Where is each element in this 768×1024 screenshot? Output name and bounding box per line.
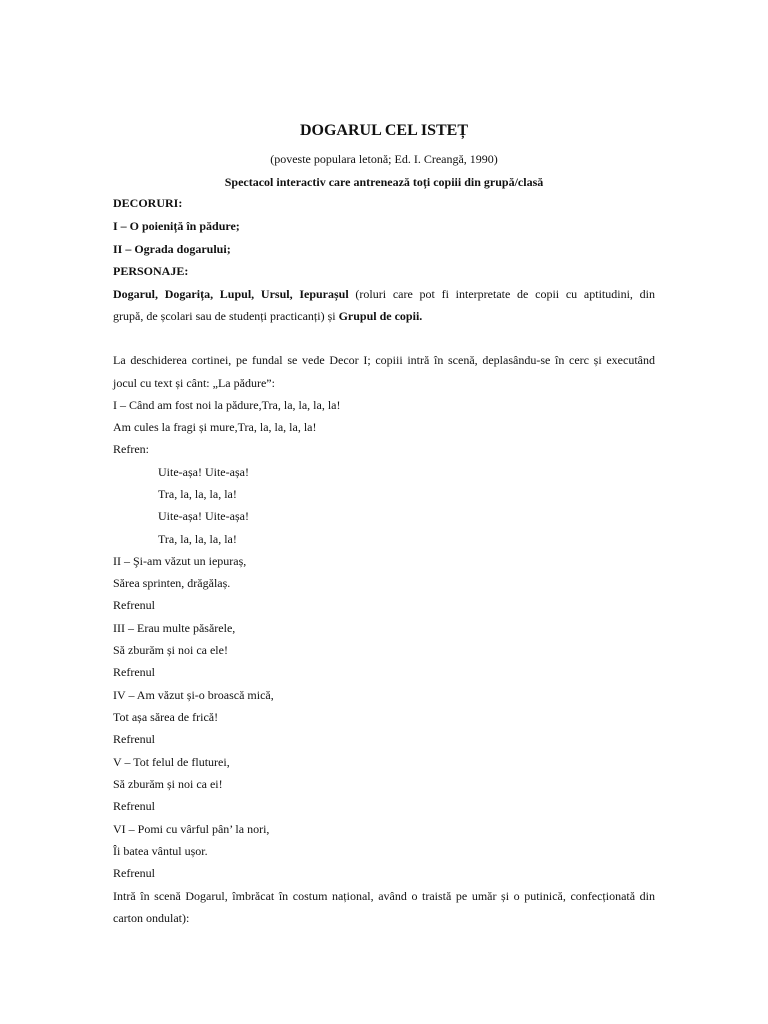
characters-line-2 [113, 309, 422, 323]
decor-item-1: I – O poieniță în pădure; [113, 219, 240, 233]
intro-line-1: La deschiderea cortinei, pe fundal se vede Decor I; copiii intră în scenă, deplasându-se în cerc și executând [113, 353, 655, 367]
verse-4a: IV – Am văzut și-o broască mică, [113, 688, 274, 702]
verse-5b: Să zburăm și noi ca ei! [113, 777, 223, 791]
subtitle: (poveste populara letonă; Ed. I. Creangă, 1990) [270, 152, 498, 166]
refrain-repeat: Refrenul [113, 665, 155, 679]
characters-description-1: (roluri care pot fi interpretate de copii cu aptitudini, din [348, 287, 655, 301]
verse-6b: Îi batea vântul ușor. [113, 844, 208, 858]
refrain-line-1: Uite-așa! Uite-așa! [158, 465, 249, 479]
character-names: Dogarul, Dogarița, Lupul, Ursul, Iepurașul [113, 287, 349, 301]
verse-6a: VI – Pomi cu vârful pân’ la nori, [113, 822, 270, 836]
verse-1b: Am cules la fragi și mure,Tra, la, la, la, la! [113, 420, 317, 434]
characters-heading: PERSONAJE: [113, 264, 189, 278]
refrain-repeat: Refrenul [113, 732, 155, 746]
document-title: DOGARUL CEL ISTEȚ [299, 122, 469, 139]
characters-description-2: grupă, de școlari sau de studenți practicanți) și [113, 309, 339, 323]
decor-heading: DECORURI: [113, 196, 183, 210]
verse-3a: III – Erau multe păsărele, [113, 621, 236, 635]
verse-2a: II – Şi-am văzut un iepuraș, [113, 554, 247, 568]
verse-5a: V – Tot felul de fluturei, [113, 755, 230, 769]
outro-line-1: Intră în scenă Dogarul, îmbrăcat în costum național, având o traistă pe umăr și o putinică, confecționată din [113, 889, 655, 903]
verse-2b: Sărea sprinten, drăgălaș. [113, 576, 231, 590]
verse-3b: Să zburăm și noi ca ele! [113, 643, 228, 657]
refrain-repeat: Refrenul [113, 866, 155, 880]
characters-line-1 [113, 287, 655, 301]
outro-line-2: carton ondulat): [113, 911, 190, 925]
verse-4b: Tot așa sărea de frică! [113, 710, 219, 724]
refrain-line-4: Tra, la, la, la, la! [158, 532, 237, 546]
verse-1a: I – Când am fost noi la pădure,Tra, la, la, la, la! [113, 398, 341, 412]
refrain-line-3: Uite-așa! Uite-așa! [158, 509, 249, 523]
refrain-label: Refren: [113, 442, 149, 456]
decor-item-2: II – Ograda dogarului; [113, 242, 231, 256]
tagline: Spectacol interactiv care antrenează toți copiii din grupă/clasă [224, 175, 544, 189]
refrain-repeat: Refrenul [113, 799, 155, 813]
intro-line-2: jocul cu text și cânt: „La pădure”: [113, 376, 275, 390]
children-group: Grupul de copii. [338, 309, 423, 323]
refrain-repeat: Refrenul [113, 598, 155, 612]
refrain-line-2: Tra, la, la, la, la! [158, 487, 237, 501]
